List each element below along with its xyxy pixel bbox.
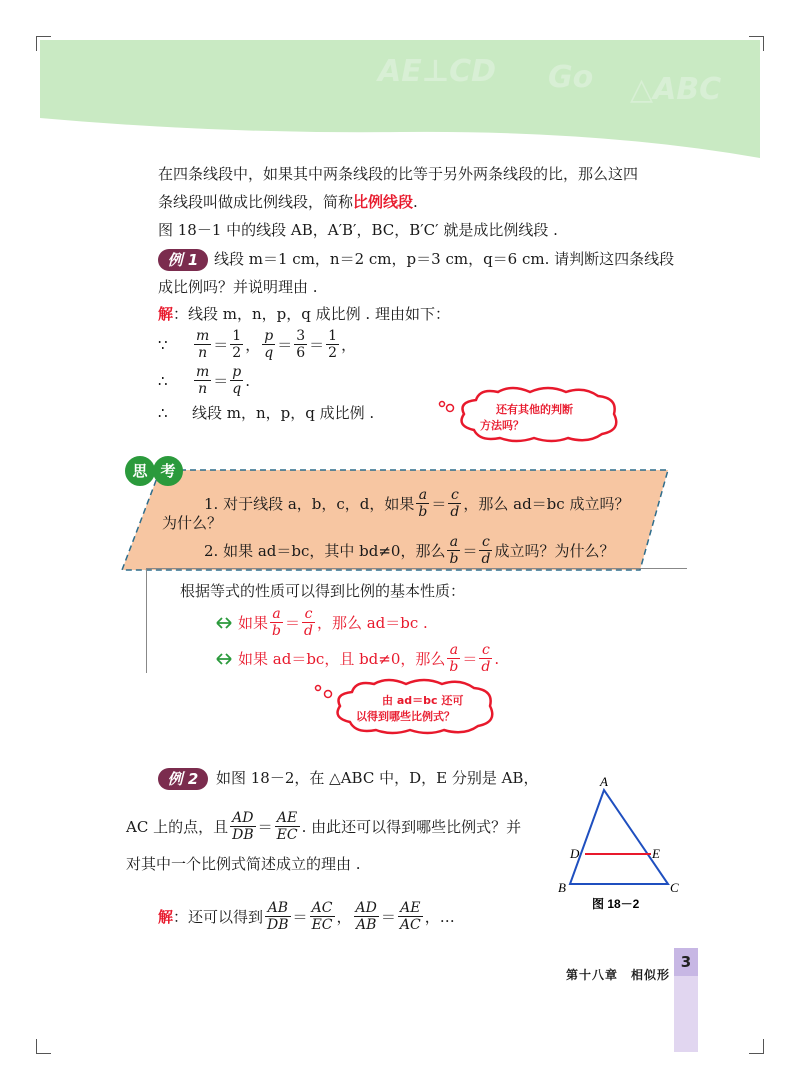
page-number: 3: [674, 948, 698, 976]
triangle-figure: [556, 776, 696, 916]
key-term: 比例线段: [353, 193, 414, 211]
label-b: B: [558, 880, 566, 895]
property-2: 如果 ad＝bc，且 bd≠0，那么 $\frac{a}{b}$ ＝ $\frac{c}{d}$ .: [216, 642, 499, 675]
triangle-abc: [570, 790, 668, 884]
think-char: 思: [125, 456, 155, 486]
think-label: [125, 456, 183, 486]
banner-decor-text: AE⊥CD: [378, 54, 497, 89]
cloud-text: 由 ad＝bc 还可: [382, 694, 464, 707]
banner-decor-text: Go: [548, 60, 594, 95]
chapter-footer: 第十八章 相似形: [566, 968, 671, 982]
cloud-text: 以得到哪些比例式？: [356, 710, 455, 723]
example-2-text: AC 上的点，且 $\frac{AD}{DB}$ ＝ $\frac{AE}{EC}$ . 由此还可以得到哪些比例式？并: [126, 810, 522, 843]
solution-label: 解: [158, 305, 174, 323]
solution-label: 解: [158, 908, 174, 926]
think-question-2: 2. 如果 ad＝bc，其中 bd≠0，那么 $\frac{a}{b}$ ＝ $\frac{c}{d}$ 成立吗？为什么？: [204, 534, 615, 567]
example-1-solution: 解 ：线段 m，n，p，q 成比例 . 理由如下：: [158, 305, 450, 323]
example-2-solution: 解 ：还可以得到 $\frac{AB}{DB}$ ＝ $\frac{AC}{EC}$ ， $\frac{AD}{AB}$ ＝ $\frac{AE}{AC}$ ，…: [158, 900, 455, 933]
intro-line: 图 18－1 中的线段 AB，A′B′，BC，B′C′ 就是成比例线段 .: [158, 221, 558, 239]
example-1-text: 线段 m＝1 cm，n＝2 cm，p＝3 cm，q＝6 cm. 请判断这四条线段: [214, 250, 675, 268]
example-2-text: 对其中一个比例式简述成立的理由 .: [126, 855, 361, 873]
think-question-1-cont: 为什么？: [162, 514, 223, 532]
think-char: 考: [153, 456, 183, 486]
think-question-1: 1. 对于线段 a，b，c，d，如果 $\frac{a}{b}$ ＝ $\frac{c}{d}$ ，那么 ad＝bc 成立吗？: [204, 487, 630, 520]
intro-line: 在四条线段中，如果其中两条线段的比等于另外两条线段的比，那么这四: [158, 165, 639, 183]
example-2-text: 如图 18－2，在 △ABC 中，D，E 分别是 AB，: [216, 769, 539, 787]
label-d: D: [570, 846, 580, 861]
example-1-badge: 例 1: [158, 249, 208, 271]
intro-paragraph: [158, 160, 678, 244]
therefore-line: ∴ $\frac{m}{n}$ ＝ $\frac{p}{q}$ .: [158, 364, 251, 397]
double-arrow-icon: [216, 653, 232, 665]
intro-line: 条线段叫做成比例线段，简称比例线段.: [158, 193, 418, 211]
crop-mark: [36, 1039, 51, 1054]
conclusion-line: ∴ 线段 m，n，p，q 成比例 .: [158, 403, 375, 422]
property-1: 如果 $\frac{a}{b}$ ＝ $\frac{c}{d}$ ，那么 ad＝bc .: [216, 606, 428, 639]
crop-mark: [749, 1039, 764, 1054]
label-e: E: [652, 846, 660, 861]
because-line: ∵ $\frac{m}{n}$ ＝ $\frac{1}{2}$ ， $\frac{p}{q}$ ＝ $\frac{3}{6}$ ＝ $\frac{1}{2}$ ，: [158, 328, 357, 361]
property-intro: 根据等式的性质可以得到比例的基本性质：: [180, 582, 466, 600]
example-1-text: 成比例吗？并说明理由 .: [158, 278, 318, 296]
figure-caption: 图 18－2: [592, 897, 640, 911]
double-arrow-icon: [216, 617, 232, 629]
cloud-text: 方法吗？: [480, 419, 524, 432]
cloud-text: 还有其他的判断: [496, 403, 573, 416]
example-2-badge: 例 2: [158, 768, 208, 790]
label-a: A: [600, 776, 608, 789]
label-c: C: [670, 880, 679, 895]
banner-decor-text: △ABC: [630, 72, 722, 107]
